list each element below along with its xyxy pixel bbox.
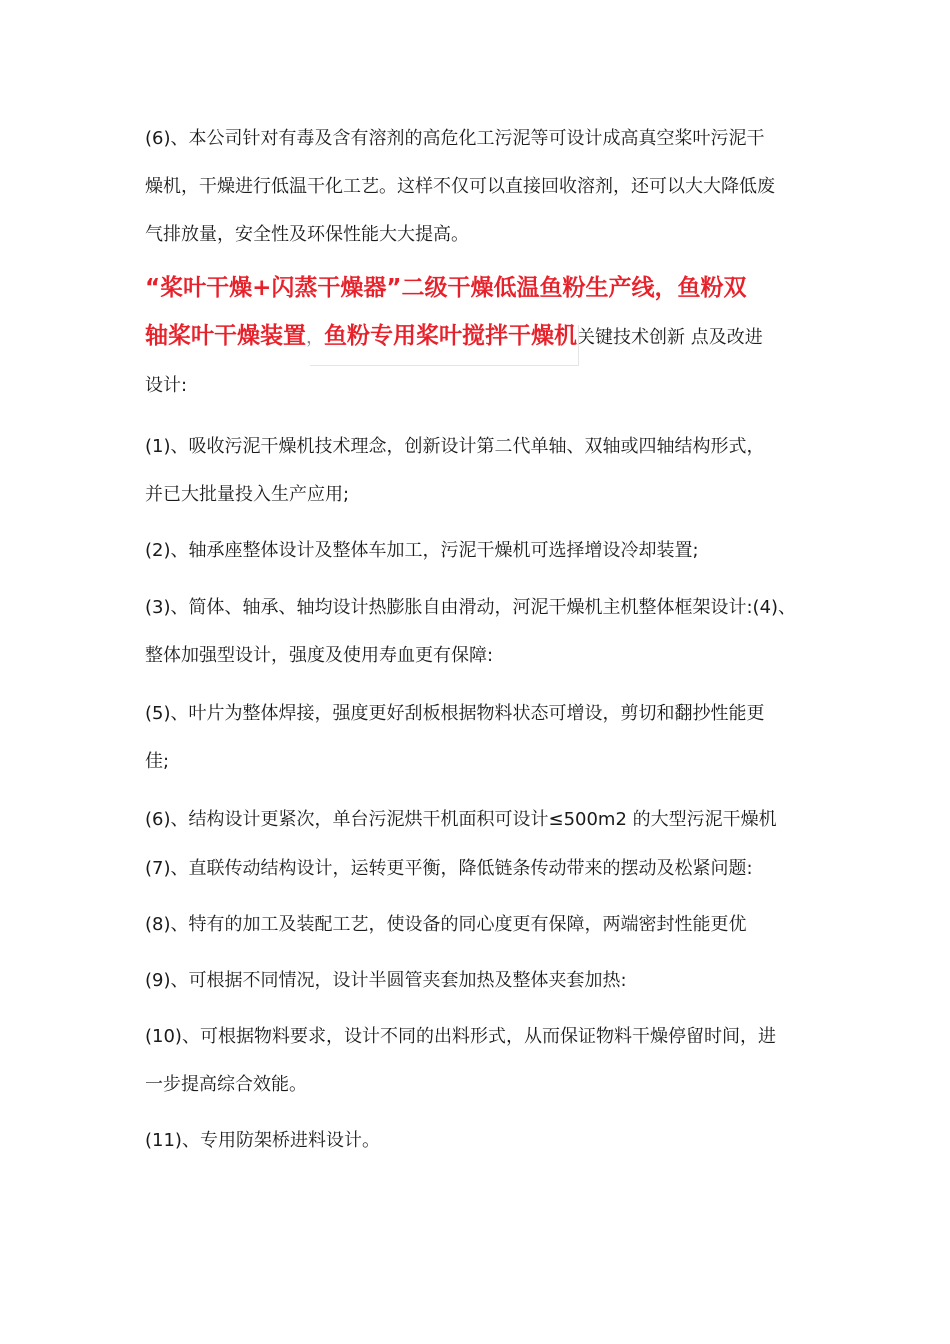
list-item-line: (11)、专用防架桥进料设计。 [145,1130,380,1151]
list-item-line: 整体加强型设计，强度及使用寿血更有保障: [145,645,494,666]
heading-line-2 [145,312,815,362]
list-item [145,796,815,844]
heading-title-part-1: 轴桨叶干燥装置 [145,323,306,349]
list-item [145,957,815,1005]
heading-tail-text: 关键技术创新 点及改进 [577,327,763,348]
list-item-line: 佳; [145,751,170,772]
heading-separator: ， [306,327,324,348]
list-item [145,527,815,575]
intro-line: 燥机，干燥进行低温干化工艺。这样不仅可以直接回收溶剂，还可以大大降低废 [145,176,775,197]
list-item-line: (8)、特有的加工及装配工艺，使设备的同心度更有保障，两端密封性能更优 [145,914,747,935]
section-heading [145,264,815,410]
list-item [145,1013,815,1109]
list-item [145,901,815,949]
list-item-line: (1)、吸收污泥干燥机技术理念，创新设计第二代单轴、双轴或四轴结构形式， [145,436,765,457]
list-item [145,845,815,893]
list-item-line: 一步提高综合效能。 [145,1074,307,1095]
list-item-line: (7)、直联传动结构设计，运转更平衡，降低链条传动带来的摆动及松紧问题: [145,858,753,879]
list-item-line: (10)、可根据物料要求，设计不同的出料形式，从而保证物料干燥停留时间，进 [145,1026,776,1047]
heading-line-3: 设计: [145,375,188,396]
intro-line: (6)、本公司针对有毒及含有溶剂的高危化工污泥等可设计成高真空桨叶污泥干 [145,128,765,149]
list-item [145,584,815,680]
list-item-line: (9)、可根据不同情况，设计半圆管夹套加热及整体夹套加热: [145,970,627,991]
list-item-line: (6)、结构设计更紧次，单台污泥烘干机面积可设计≤500m2 的大型污泥干燥机 [145,809,777,830]
list-item-line: (2)、轴承座整体设计及整体车加工，污泥干燥机可选择增设冷却装置; [145,540,699,561]
intro-paragraph [145,115,815,259]
intro-line: 气排放量，安全性及环保性能大大提高。 [145,224,469,245]
list-item-line: 并已大批量投入生产应用; [145,484,350,505]
list-item-line: (3)、简体、轴承、轴均设计热膨胀自由滑动，河泥干燥机主机整体框架设计:(4)、 [145,597,797,618]
list-item [145,423,815,519]
list-item-line: (5)、叶片为整体焊接，强度更好刮板根据物料状态可增设，剪切和翻抄性能更 [145,703,765,724]
list-item [145,690,815,786]
heading-title-part-2: 鱼粉专用桨叶搅拌干燥机 [324,323,577,349]
heading-line-1: “桨叶干燥+闪蒸干燥器”二级干燥低温鱼粉生产线，鱼粉双 [145,275,747,301]
list-item [145,1117,815,1165]
